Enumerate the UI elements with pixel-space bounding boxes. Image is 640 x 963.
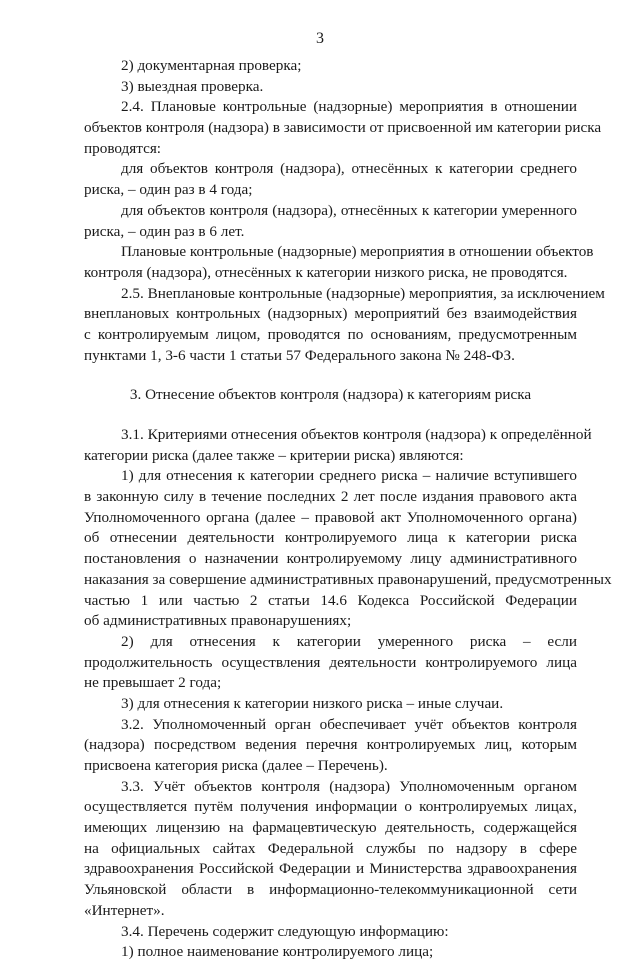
text-line: об административных правонарушениях; [84, 612, 352, 630]
text-line: проводятся: [84, 139, 162, 157]
text-line: для объектов контроля (надзора), отнесённых к категории среднего [121, 160, 577, 178]
text-line: объектов контроля (надзора) в зависимости от присвоенной им категории риска [84, 119, 602, 137]
text-line: частью 1 или частью 2 статьи 14.6 Кодекса Российской Федерации [84, 591, 577, 609]
page-number: 3 [316, 30, 324, 47]
text-line: «Интернет». [84, 901, 165, 919]
text-line: продолжительность осуществления деятельности контролируемого лица [84, 653, 577, 671]
text-line: 2.5. Внеплановые контрольные (надзорные) мероприятия, за исключением [121, 284, 605, 302]
text-line: об отнесении деятельности контролируемого лица к категории риска [84, 529, 577, 547]
document-body [84, 56, 612, 963]
text-line: 3) для отнесения к категории низкого риска – иные случаи. [121, 694, 504, 712]
text-line: 3) выездная проверка. [121, 77, 264, 95]
text-line: с контролируемым лицом, проводятся по основаниям, предусмотренным [84, 325, 577, 343]
text-line: категории риска (далее также – критерии риска) являются: [84, 446, 464, 464]
text-line: Уполномоченного органа (далее – правовой акт Уполномоченного органа) [84, 508, 577, 526]
text-line: контроля (надзора), отнесённых к категории низкого риска, не проводятся. [84, 263, 568, 281]
text-line: 3.4. Перечень содержит следующую информацию: [121, 922, 449, 940]
text-line: не превышает 2 года; [84, 674, 222, 692]
text-line: на официальных сайтах Федеральной службы по надзору в сфере [84, 839, 577, 857]
text-line: в законную силу в течение последних 2 лет после издания правового акта [84, 488, 577, 506]
text-line: (надзора) посредством ведения перечня контролируемых лиц, которым [84, 736, 577, 754]
text-line: осуществляется путём получения информации о контролируемых лицах, [84, 798, 577, 816]
text-line: 3.2. Уполномоченный орган обеспечивает учёт объектов контроля [121, 715, 577, 733]
text-line: 2.4. Плановые контрольные (надзорные) мероприятия в отношении [121, 98, 577, 116]
text-line: риска, – один раз в 6 лет. [84, 222, 245, 240]
text-line: здравоохранения Российской Федерации и Министерства здравоохранения [84, 860, 577, 878]
text-line: постановления о назначении контролируемому лицу административного [84, 550, 577, 568]
text-line: 3.1. Критериями отнесения объектов контроля (надзора) к определённой [121, 426, 592, 443]
text-line: внеплановых контрольных (надзорных) мероприятий без взаимодействия [84, 305, 577, 323]
text-line: 2) для отнесения к категории умеренного риска – если [121, 632, 577, 650]
text-line: Плановые контрольные (надзорные) мероприятия в отношении объектов [121, 243, 594, 261]
text-line: риска, – один раз в 4 года; [84, 181, 253, 199]
text-line: 2) документарная проверка; [121, 57, 302, 74]
text-line: присвоена категория риска (далее – Перечень). [84, 757, 388, 774]
text-line: 3.3. Учёт объектов контроля (надзора) Уполномоченным органом [121, 777, 577, 795]
text-line: пунктами 1, 3-6 части 1 статьи 57 Федерального закона № 248-ФЗ. [84, 346, 515, 364]
text-line: Ульяновской области в информационно-телекоммуникационной сети [84, 881, 577, 899]
text-line: для объектов контроля (надзора), отнесённых к категории умеренного [121, 201, 577, 219]
section-heading: 3. Отнесение объектов контроля (надзора) к категориям риска [129, 386, 532, 404]
text-line: наказания за совершение административных правонарушений, предусмотренных [84, 570, 612, 588]
text-line: имеющих лицензию на фармацевтическую деятельность, содержащейся [84, 819, 577, 837]
text-line: 1) полное наименование контролируемого лица; [121, 943, 434, 961]
text-line: 1) для отнесения к категории среднего риска – наличие вступившего [121, 467, 577, 485]
